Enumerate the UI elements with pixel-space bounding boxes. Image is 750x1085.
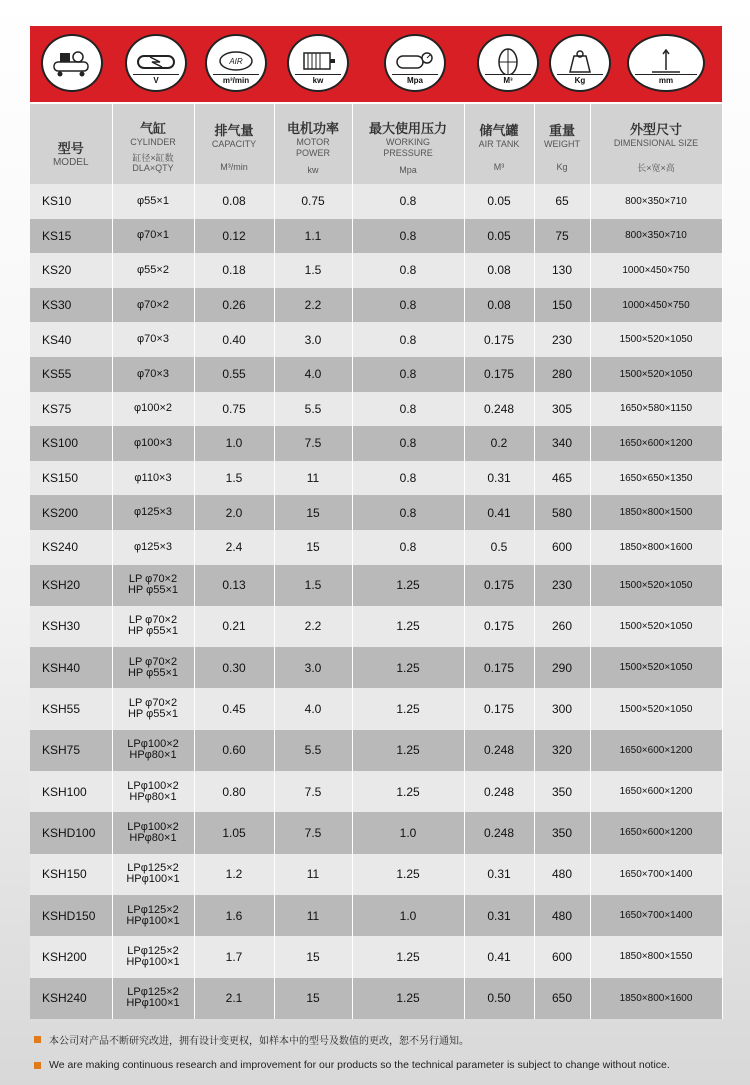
cell-dimension: 1500×520×1050	[590, 565, 722, 606]
cell-air-tank: 0.31	[464, 895, 534, 936]
cell-capacity: 0.12	[194, 219, 274, 254]
table-row	[30, 426, 722, 461]
cell-air-tank: 0.175	[464, 322, 534, 357]
icon-cell-motor	[286, 32, 350, 94]
cell-weight: 260	[534, 606, 590, 647]
table-row	[30, 854, 722, 895]
cylinder-line: HPφ80×1	[129, 749, 177, 762]
cell-cylinder	[112, 647, 194, 688]
icon-band	[30, 26, 722, 102]
cylinder-line: φ100×2	[133, 402, 173, 415]
cell-capacity: 0.75	[194, 392, 274, 427]
cell-pressure: 0.8	[352, 392, 464, 427]
cylinder-line: HPφ100×1	[126, 914, 180, 927]
cell-weight: 480	[534, 854, 590, 895]
table-row	[30, 688, 722, 729]
cylinder-line: LP φ70×2	[128, 614, 178, 627]
cell-cylinder	[112, 184, 194, 219]
cell-air-tank: 0.08	[464, 253, 534, 288]
cylinder-line: φ100×3	[133, 436, 173, 449]
note-cn-text: 本公司对产品不断研究改进，拥有设计变更权，如样本中的型号及数值的更改，恕不另行通知。	[49, 1035, 469, 1047]
cell-weight: 600	[534, 530, 590, 565]
cylinder-line: φ70×2	[137, 298, 169, 311]
table-row	[30, 495, 722, 530]
cell-dimension: 800×350×710	[590, 184, 722, 219]
cell-weight: 75	[534, 219, 590, 254]
cell-capacity: 0.60	[194, 730, 274, 771]
table-row	[30, 392, 722, 427]
header-motor: 电机功率 MOTOR POWER kw	[274, 104, 352, 184]
cell-model: KS40	[30, 322, 112, 357]
cell-weight: 230	[534, 565, 590, 606]
cell-dimension: 1500×520×1050	[590, 688, 722, 729]
cell-model: KS10	[30, 184, 112, 219]
cell-capacity: 1.6	[194, 895, 274, 936]
cell-pressure: 1.0	[352, 812, 464, 853]
cell-motor-power: 4.0	[274, 688, 352, 729]
cell-dimension: 1650×600×1200	[590, 730, 722, 771]
cell-motor-power: 15	[274, 978, 352, 1019]
cell-motor-power: 15	[274, 530, 352, 565]
cell-pressure: 1.0	[352, 895, 464, 936]
cell-pressure: 0.8	[352, 288, 464, 323]
cell-model: KSH200	[30, 936, 112, 977]
cell-air-tank: 0.08	[464, 288, 534, 323]
note-en-text: We are making continuous research and improvement for our products so the technical parameter is subject to change without notice.	[49, 1059, 670, 1071]
cell-motor-power: 15	[274, 936, 352, 977]
cylinder-line: HPφ80×1	[129, 790, 177, 803]
cylinder-line: LPφ100×2	[127, 738, 179, 751]
cell-capacity: 0.55	[194, 357, 274, 392]
cylinder-line: HP φ55×1	[127, 666, 179, 679]
header-tank: 储气罐 AIR TANK M³	[464, 104, 534, 184]
cell-air-tank: 0.50	[464, 978, 534, 1019]
cell-capacity: 0.18	[194, 253, 274, 288]
cell-cylinder	[112, 461, 194, 496]
cylinder-line: LPφ125×2	[127, 986, 179, 999]
cell-weight: 230	[534, 322, 590, 357]
spec-table	[30, 104, 723, 1019]
cell-model: KS30	[30, 288, 112, 323]
cell-pressure: 0.8	[352, 357, 464, 392]
spec-table-wrap	[30, 104, 722, 1019]
cell-model: KSH30	[30, 606, 112, 647]
header-cylinder: 气缸 CYLINDER 缸径×缸数 DLA×QTY	[112, 104, 194, 184]
cell-model: KSH100	[30, 771, 112, 812]
cell-air-tank: 0.2	[464, 426, 534, 461]
cell-air-tank: 0.175	[464, 357, 534, 392]
cell-pressure: 1.25	[352, 730, 464, 771]
cell-motor-power: 2.2	[274, 606, 352, 647]
motor-unit: kw	[295, 74, 341, 86]
header-capacity: 排气量 CAPACITY M³/min	[194, 104, 274, 184]
cell-weight: 650	[534, 978, 590, 1019]
cell-cylinder	[112, 606, 194, 647]
cell-dimension: 1850×800×1550	[590, 936, 722, 977]
cell-motor-power: 11	[274, 895, 352, 936]
cell-air-tank: 0.248	[464, 392, 534, 427]
cell-motor-power: 1.1	[274, 219, 352, 254]
table-row	[30, 978, 722, 1019]
cell-dimension: 1000×450×750	[590, 253, 722, 288]
cell-capacity: 0.45	[194, 688, 274, 729]
cell-dimension: 1650×600×1200	[590, 426, 722, 461]
cell-pressure: 1.25	[352, 606, 464, 647]
cell-capacity: 2.4	[194, 530, 274, 565]
cell-capacity: 1.0	[194, 426, 274, 461]
cell-dimension: 1650×650×1350	[590, 461, 722, 496]
cylinder-line: HP φ55×1	[127, 625, 179, 638]
cell-pressure: 0.8	[352, 322, 464, 357]
cell-dimension: 1500×520×1050	[590, 647, 722, 688]
table-row	[30, 771, 722, 812]
table-row	[30, 730, 722, 771]
spec-table-body	[30, 184, 722, 1019]
cell-pressure: 1.25	[352, 688, 464, 729]
cell-cylinder	[112, 219, 194, 254]
table-row	[30, 812, 722, 853]
table-row	[30, 606, 722, 647]
cell-dimension: 1850×800×1600	[590, 530, 722, 565]
icon-cell-dimension	[626, 32, 706, 94]
table-row	[30, 530, 722, 565]
cell-air-tank: 0.175	[464, 688, 534, 729]
cell-weight: 150	[534, 288, 590, 323]
cell-capacity: 0.40	[194, 322, 274, 357]
icon-cell-tank	[476, 32, 540, 94]
cylinder-line: φ70×3	[137, 367, 169, 380]
cell-motor-power: 5.5	[274, 392, 352, 427]
cell-cylinder	[112, 812, 194, 853]
cell-weight: 320	[534, 730, 590, 771]
cell-dimension: 1650×700×1400	[590, 895, 722, 936]
cylinder-line: LP φ70×2	[128, 573, 178, 586]
cell-cylinder	[112, 688, 194, 729]
cylinder-line: φ125×3	[133, 506, 173, 519]
cell-air-tank: 0.31	[464, 461, 534, 496]
cell-motor-power: 7.5	[274, 426, 352, 461]
cylinder-line: φ55×1	[137, 194, 169, 207]
cell-cylinder	[112, 495, 194, 530]
header-model: 型号 MODEL	[30, 104, 112, 184]
cell-capacity: 2.1	[194, 978, 274, 1019]
cell-cylinder	[112, 978, 194, 1019]
cell-pressure: 1.25	[352, 936, 464, 977]
air-text: AIR	[229, 57, 243, 66]
air-tank-icon	[477, 34, 539, 92]
cylinder-line: HPφ100×1	[126, 997, 180, 1010]
cylinder-line: LPφ125×2	[127, 862, 179, 875]
cylinder-line: LP φ70×2	[128, 697, 178, 710]
header-pressure: 最大使用压力 WORKING PRESSURE Mpa	[352, 104, 464, 184]
cell-pressure: 0.8	[352, 530, 464, 565]
table-row	[30, 253, 722, 288]
cylinder-line: φ70×3	[137, 333, 169, 346]
cylinder-line: LPφ125×2	[127, 944, 179, 957]
cylinder-line: HPφ80×1	[129, 831, 177, 844]
cell-motor-power: 15	[274, 495, 352, 530]
table-row	[30, 288, 722, 323]
cell-capacity: 1.5	[194, 461, 274, 496]
cylinder-line: HP φ55×1	[127, 708, 179, 721]
table-row	[30, 357, 722, 392]
table-row	[30, 895, 722, 936]
note-cn	[34, 1030, 734, 1048]
header-weight: 重量 WEIGHT Kg	[534, 104, 590, 184]
cell-air-tank: 0.175	[464, 565, 534, 606]
cell-air-tank: 0.31	[464, 854, 534, 895]
cell-model: KSH75	[30, 730, 112, 771]
cell-cylinder	[112, 895, 194, 936]
cell-motor-power: 2.2	[274, 288, 352, 323]
bullet-icon	[34, 1062, 41, 1069]
cell-capacity: 1.2	[194, 854, 274, 895]
voltage-icon	[125, 34, 187, 92]
pressure-unit: Mpa	[392, 74, 438, 86]
cell-model: KS150	[30, 461, 112, 496]
weight-icon	[549, 34, 611, 92]
cylinder-line: φ110×3	[134, 471, 172, 484]
pressure-icon	[384, 34, 446, 92]
cell-dimension: 1500×520×1050	[590, 322, 722, 357]
cell-motor-power: 3.0	[274, 647, 352, 688]
cell-capacity: 0.26	[194, 288, 274, 323]
cell-cylinder	[112, 288, 194, 323]
cell-motor-power: 7.5	[274, 771, 352, 812]
cell-capacity: 0.80	[194, 771, 274, 812]
cell-cylinder	[112, 392, 194, 427]
cylinder-line: φ125×3	[133, 540, 173, 553]
cell-model: KS75	[30, 392, 112, 427]
note-en	[34, 1056, 734, 1074]
cell-weight: 600	[534, 936, 590, 977]
cell-air-tank: 0.248	[464, 812, 534, 853]
cell-weight: 340	[534, 426, 590, 461]
cell-capacity: 0.21	[194, 606, 274, 647]
dimension-unit: mm	[635, 74, 697, 86]
cell-pressure: 1.25	[352, 771, 464, 812]
cell-motor-power: 0.75	[274, 184, 352, 219]
cell-dimension: 1000×450×750	[590, 288, 722, 323]
cell-motor-power: 11	[274, 854, 352, 895]
air-capacity-icon	[205, 34, 267, 92]
cell-dimension: 1850×800×1600	[590, 978, 722, 1019]
cell-model: KS200	[30, 495, 112, 530]
cell-air-tank: 0.5	[464, 530, 534, 565]
cell-pressure: 0.8	[352, 219, 464, 254]
cell-motor-power: 1.5	[274, 565, 352, 606]
cell-dimension: 1650×600×1200	[590, 771, 722, 812]
cylinder-line: LP φ70×2	[128, 655, 178, 668]
icon-cell-voltage	[124, 32, 188, 94]
cell-weight: 305	[534, 392, 590, 427]
cell-weight: 280	[534, 357, 590, 392]
table-row	[30, 219, 722, 254]
weight-unit: Kg	[557, 74, 603, 86]
cell-model: KSHD150	[30, 895, 112, 936]
cell-motor-power: 1.5	[274, 253, 352, 288]
cell-cylinder	[112, 322, 194, 357]
cell-motor-power: 3.0	[274, 322, 352, 357]
icon-cell-compressor	[40, 32, 104, 94]
cell-pressure: 1.25	[352, 978, 464, 1019]
cylinder-line: LPφ100×2	[127, 779, 179, 792]
cell-dimension: 1850×800×1500	[590, 495, 722, 530]
cell-motor-power: 4.0	[274, 357, 352, 392]
cell-model: KS15	[30, 219, 112, 254]
cell-cylinder	[112, 357, 194, 392]
footnotes	[34, 1030, 734, 1074]
tank-unit: M³	[485, 74, 531, 86]
cell-cylinder	[112, 730, 194, 771]
cell-capacity: 1.05	[194, 812, 274, 853]
cell-model: KSH240	[30, 978, 112, 1019]
table-row	[30, 461, 722, 496]
bullet-icon	[34, 1036, 41, 1043]
cell-model: KS20	[30, 253, 112, 288]
cell-weight: 130	[534, 253, 590, 288]
cell-cylinder	[112, 565, 194, 606]
cell-model: KSH40	[30, 647, 112, 688]
cell-weight: 580	[534, 495, 590, 530]
table-row	[30, 184, 722, 219]
voltage-unit: V	[133, 74, 179, 86]
cylinder-line: LPφ125×2	[127, 903, 179, 916]
cell-cylinder	[112, 253, 194, 288]
cell-model: KSH20	[30, 565, 112, 606]
cell-motor-power: 5.5	[274, 730, 352, 771]
table-row	[30, 565, 722, 606]
header-dimension: 外型尺寸 DIMENSIONAL SIZE 长×宽×高	[590, 104, 722, 184]
cell-cylinder	[112, 426, 194, 461]
cell-air-tank: 0.248	[464, 730, 534, 771]
cell-weight: 465	[534, 461, 590, 496]
cylinder-line: φ55×2	[137, 263, 169, 276]
table-row	[30, 322, 722, 357]
cell-air-tank: 0.248	[464, 771, 534, 812]
cell-pressure: 0.8	[352, 495, 464, 530]
cell-model: KSH150	[30, 854, 112, 895]
cell-model: KS240	[30, 530, 112, 565]
cell-weight: 290	[534, 647, 590, 688]
cell-pressure: 0.8	[352, 426, 464, 461]
cell-model: KSH55	[30, 688, 112, 729]
cell-model: KSHD100	[30, 812, 112, 853]
capacity-unit: m³/min	[213, 74, 259, 86]
cell-model: KS55	[30, 357, 112, 392]
cell-cylinder	[112, 530, 194, 565]
cell-dimension: 800×350×710	[590, 219, 722, 254]
cell-cylinder	[112, 936, 194, 977]
cylinder-line: LPφ100×2	[127, 820, 179, 833]
cell-pressure: 1.25	[352, 854, 464, 895]
cell-model: KS100	[30, 426, 112, 461]
cell-weight: 300	[534, 688, 590, 729]
cell-dimension: 1500×520×1050	[590, 357, 722, 392]
icon-cell-weight	[548, 32, 612, 94]
cell-weight: 350	[534, 812, 590, 853]
cell-air-tank: 0.175	[464, 647, 534, 688]
cell-dimension: 1650×580×1150	[590, 392, 722, 427]
cell-motor-power: 11	[274, 461, 352, 496]
cell-capacity: 2.0	[194, 495, 274, 530]
cell-capacity: 0.30	[194, 647, 274, 688]
cell-capacity: 0.08	[194, 184, 274, 219]
cell-air-tank: 0.41	[464, 495, 534, 530]
table-header-row	[30, 104, 722, 184]
motor-icon	[287, 34, 349, 92]
cylinder-line: HPφ100×1	[126, 955, 180, 968]
cell-weight: 65	[534, 184, 590, 219]
cell-capacity: 0.13	[194, 565, 274, 606]
cell-air-tank: 0.05	[464, 219, 534, 254]
cell-dimension: 1500×520×1050	[590, 606, 722, 647]
cylinder-line: φ70×1	[137, 229, 169, 242]
cell-air-tank: 0.41	[464, 936, 534, 977]
cell-cylinder	[112, 854, 194, 895]
cell-air-tank: 0.05	[464, 184, 534, 219]
cell-air-tank: 0.175	[464, 606, 534, 647]
cylinder-line: HP φ55×1	[127, 584, 179, 597]
dimension-icon	[627, 34, 705, 92]
cell-cylinder	[112, 771, 194, 812]
cell-pressure: 1.25	[352, 647, 464, 688]
cylinder-line: HPφ100×1	[126, 873, 180, 886]
icon-cell-capacity	[204, 32, 268, 94]
table-row	[30, 647, 722, 688]
cell-weight: 350	[534, 771, 590, 812]
compressor-icon	[41, 34, 103, 92]
cell-pressure: 0.8	[352, 461, 464, 496]
cell-weight: 480	[534, 895, 590, 936]
cell-pressure: 0.8	[352, 184, 464, 219]
cell-capacity: 1.7	[194, 936, 274, 977]
cell-pressure: 1.25	[352, 565, 464, 606]
cell-dimension: 1650×700×1400	[590, 854, 722, 895]
icon-cell-pressure	[382, 32, 448, 94]
cell-pressure: 0.8	[352, 253, 464, 288]
cell-motor-power: 7.5	[274, 812, 352, 853]
cell-dimension: 1650×600×1200	[590, 812, 722, 853]
table-row	[30, 936, 722, 977]
